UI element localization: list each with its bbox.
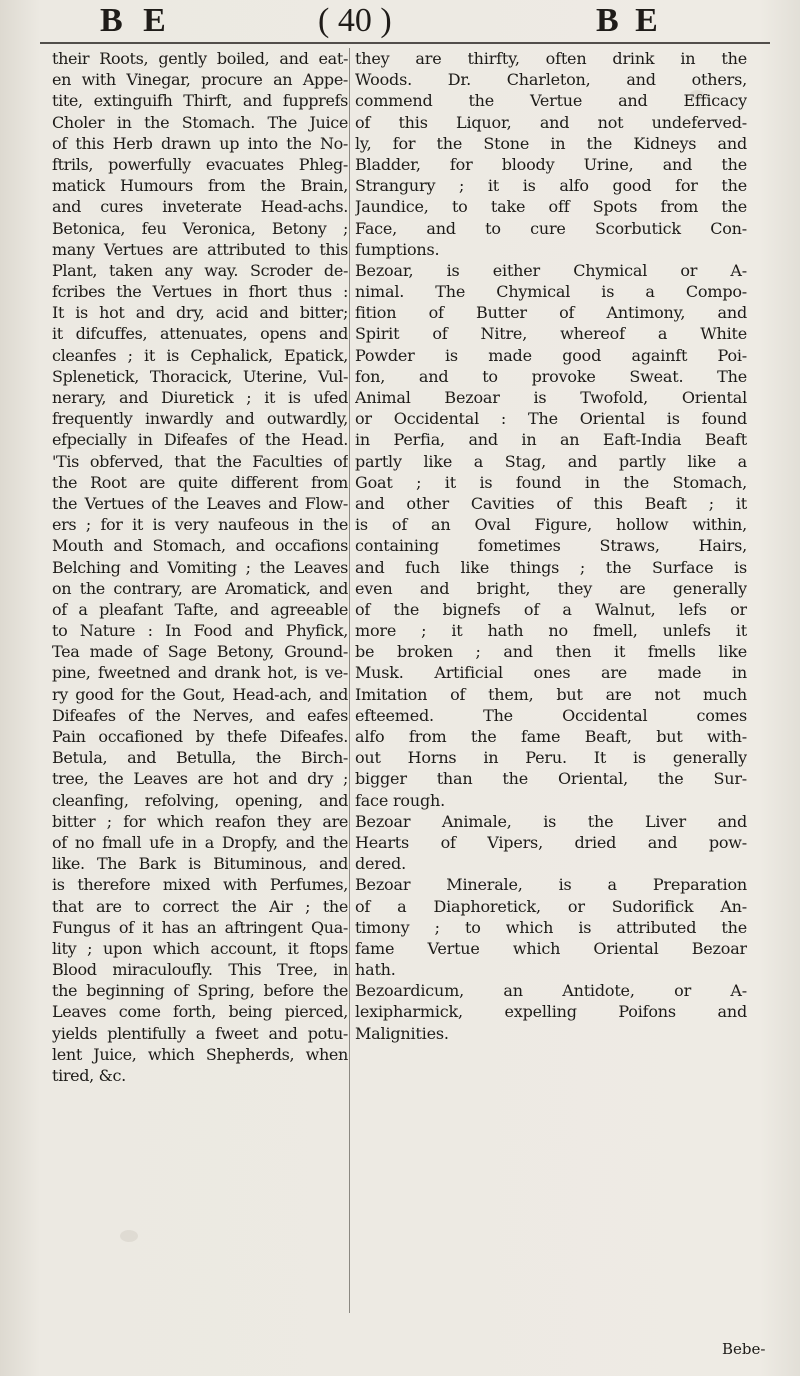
right-column [355,48,747,1044]
text-line: like. The Bark is Bituminous, and [52,854,348,874]
text-line: Blood miraculoufly. This Tree, in [52,960,348,980]
text-line: alfo from the fame Beaft, but with- [355,727,747,746]
text-line: tite, extinguifh Thirft, and fupprefs [52,91,348,111]
text-line: of this Herb drawn up into the No- [52,133,348,153]
text-line: is of an Oval Figure, hollow within, [355,515,747,535]
text-line: Mouth and Stomach, and occafions [52,536,348,556]
text-line: of a Diaphoretick, or Sudorifick An- [355,896,747,916]
page-number: ( 40 ) [318,2,392,39]
text-line: of no fmall ufe in a Dropfy, and the [52,832,348,852]
text-line: ry good for the Gout, Head-ach, and [52,684,348,704]
text-line: to Nature : In Food and Phyfick, [52,621,348,641]
text-line: face rough. [355,790,445,810]
text-line: of a pleafant Tafte, and agreeable [52,599,348,619]
text-line: Jaundice, to take off Spots from the [355,197,747,217]
text-line: Bladder, for bloody Urine, and the [355,154,747,174]
text-line: Fungus of it has an aftringent Qua- [52,917,348,937]
text-line: many Vertues are attributed to this [52,239,348,259]
text-line: nimal. The Chymical is a Compo- [355,282,747,302]
text-line: be broken ; and then it fmells like [355,642,747,662]
text-line: Choler in the Stomach. The Juice [52,112,348,132]
text-line: they are thirfty, often drink in the [355,49,747,68]
text-line: fcribes the Vertues in fhort thus : [52,282,348,302]
text-line: Splenetick, Thoracick, Uterine, Vul- [52,366,348,386]
text-line: Powder is made good againft Poi- [355,345,747,365]
text-line: or Occidental : The Oriental is found [355,409,747,429]
text-line: of this Liquor, and not undeferved- [355,112,747,132]
text-line: bitter ; for which reafon they are [52,811,348,831]
text-line: Pain occafioned by thefe Difeafes. [52,727,348,746]
text-line: Animal Bezoar is Twofold, Oriental [355,388,747,407]
text-line: is therefore mixed with Perfumes, [52,875,348,895]
text-line: fame Vertue which Oriental Bezoar [355,938,747,958]
text-line: lent Juice, which Shepherds, when [52,1044,348,1064]
text-line: containing fometimes Straws, Hairs, [355,536,747,556]
text-line: Bezoar Minerale, is a Preparation [355,875,747,895]
text-line: that are to correct the Air ; the [52,896,348,916]
text-line: lexipharmick, expelling Poifons and [355,1002,747,1022]
text-line: Bezoar, is either Chymical or A- [355,260,747,280]
text-line: commend the Vertue and Efficacy [355,91,747,111]
text-line: 'Tis obferved, that the Faculties of [52,451,348,471]
text-line: Malignities. [355,1023,449,1043]
text-line: ly, for the Stone in the Kidneys and [355,133,747,153]
text-line: dered. [355,854,406,874]
text-line: Hearts of Vipers, dried and pow- [355,832,747,852]
text-line: Imitation of them, but are not much [355,684,747,704]
text-line: Spirit of Nitre, whereof a White [355,324,747,344]
text-line: ers ; for it is very naufeous in the [52,515,348,535]
text-line: Bezoardicum, an Antidote, or A- [355,981,747,1001]
text-line: Betula, and Betulla, the Birch- [52,748,348,768]
text-line: Belching and Vomiting ; the Leaves [52,557,348,577]
text-line: ftrils, powerfully evacuates Phleg- [52,154,348,174]
text-line: and other Cavities of this Beaft ; it [355,493,747,513]
text-line: fon, and to provoke Sweat. The [355,366,747,386]
text-line: Difeafes of the Nerves, and eafes [52,705,348,725]
text-line: the beginning of Spring, before the [52,981,348,1001]
text-line: tree, the Leaves are hot and dry ; [52,769,348,789]
text-line: cleanfing, refolving, opening, and [52,790,348,810]
text-line: It is hot and dry, acid and bitter; [52,303,348,323]
text-line: partly like a Stag, and partly like a [355,451,747,471]
text-line: Plant, taken any way. Scroder de- [52,260,348,280]
text-line: of the bignefs of a Walnut, lefs or [355,599,747,619]
text-line: in Perfia, and in an Eaft-India Beaft [355,430,747,450]
text-line: Face, and to cure Scorbutick Con- [355,218,747,238]
text-line: timony ; to which is attributed the [355,917,747,937]
text-line: hath. [355,960,396,980]
header-right: B E [596,2,662,39]
running-header [0,2,800,42]
text-line: tired, &c. [52,1066,126,1085]
text-line: more ; it hath no fmell, unlefs it [355,621,747,641]
text-line: Leaves come forth, being pierced, [52,1002,348,1022]
text-line: Woods. Dr. Charleton, and others, [355,70,747,90]
text-line: and cures inveterate Head-achs. [52,197,348,217]
text-line: lity ; upon which account, it ftops [52,938,348,958]
text-line: Betonica, feu Veronica, Betony ; [52,218,348,238]
text-line: en with Vinegar, procure an Appe- [52,70,348,90]
text-line: pine, fweetned and drank hot, is ve- [52,663,348,683]
text-line: bigger than the Oriental, the Sur- [355,769,747,789]
text-line: their Roots, gently boiled, and eat- [52,49,348,68]
text-line: efteemed. The Occidental comes [355,705,747,725]
text-line: it difcuffes, attenuates, opens and [52,324,348,344]
paper-stain [120,1230,138,1242]
text-line: efpecially in Difeafes of the Head. [52,430,348,450]
text-line: matick Humours from the Brain, [52,176,348,196]
text-line: yields plentifully a fweet and potu- [52,1023,348,1043]
text-line: fition of Butter of Antimony, and [355,303,747,323]
text-line: even and bright, they are generally [355,578,747,598]
text-line: Goat ; it is found in the Stomach, [355,472,747,492]
text-line: out Horns in Peru. It is generally [355,748,747,768]
text-line: the Root are quite different from [52,472,348,492]
header-rule [40,42,770,44]
text-line: and fuch like things ; the Surface is [355,557,747,577]
text-line: Musk. Artificial ones are made in [355,663,747,683]
left-column [52,48,348,1086]
text-line: fumptions. [355,239,440,259]
text-line: Tea made of Sage Betony, Ground- [52,642,348,662]
text-line: the Vertues of the Leaves and Flow- [52,493,348,513]
text-line: nerary, and Diuretick ; it is ufed [52,388,348,407]
text-line: on the contrary, are Aromatick, and [52,578,348,598]
text-line: Strangury ; it is alfo good for the [355,176,747,196]
text-line: Bezoar Animale, is the Liver and [355,811,747,831]
text-line: frequently inwardly and outwardly, [52,409,348,429]
column-divider [349,48,350,1313]
header-left: B E [100,2,172,39]
text-line: cleanfes ; it is Cephalick, Epatick, [52,345,348,365]
catchword: Bebe- [722,1340,766,1358]
